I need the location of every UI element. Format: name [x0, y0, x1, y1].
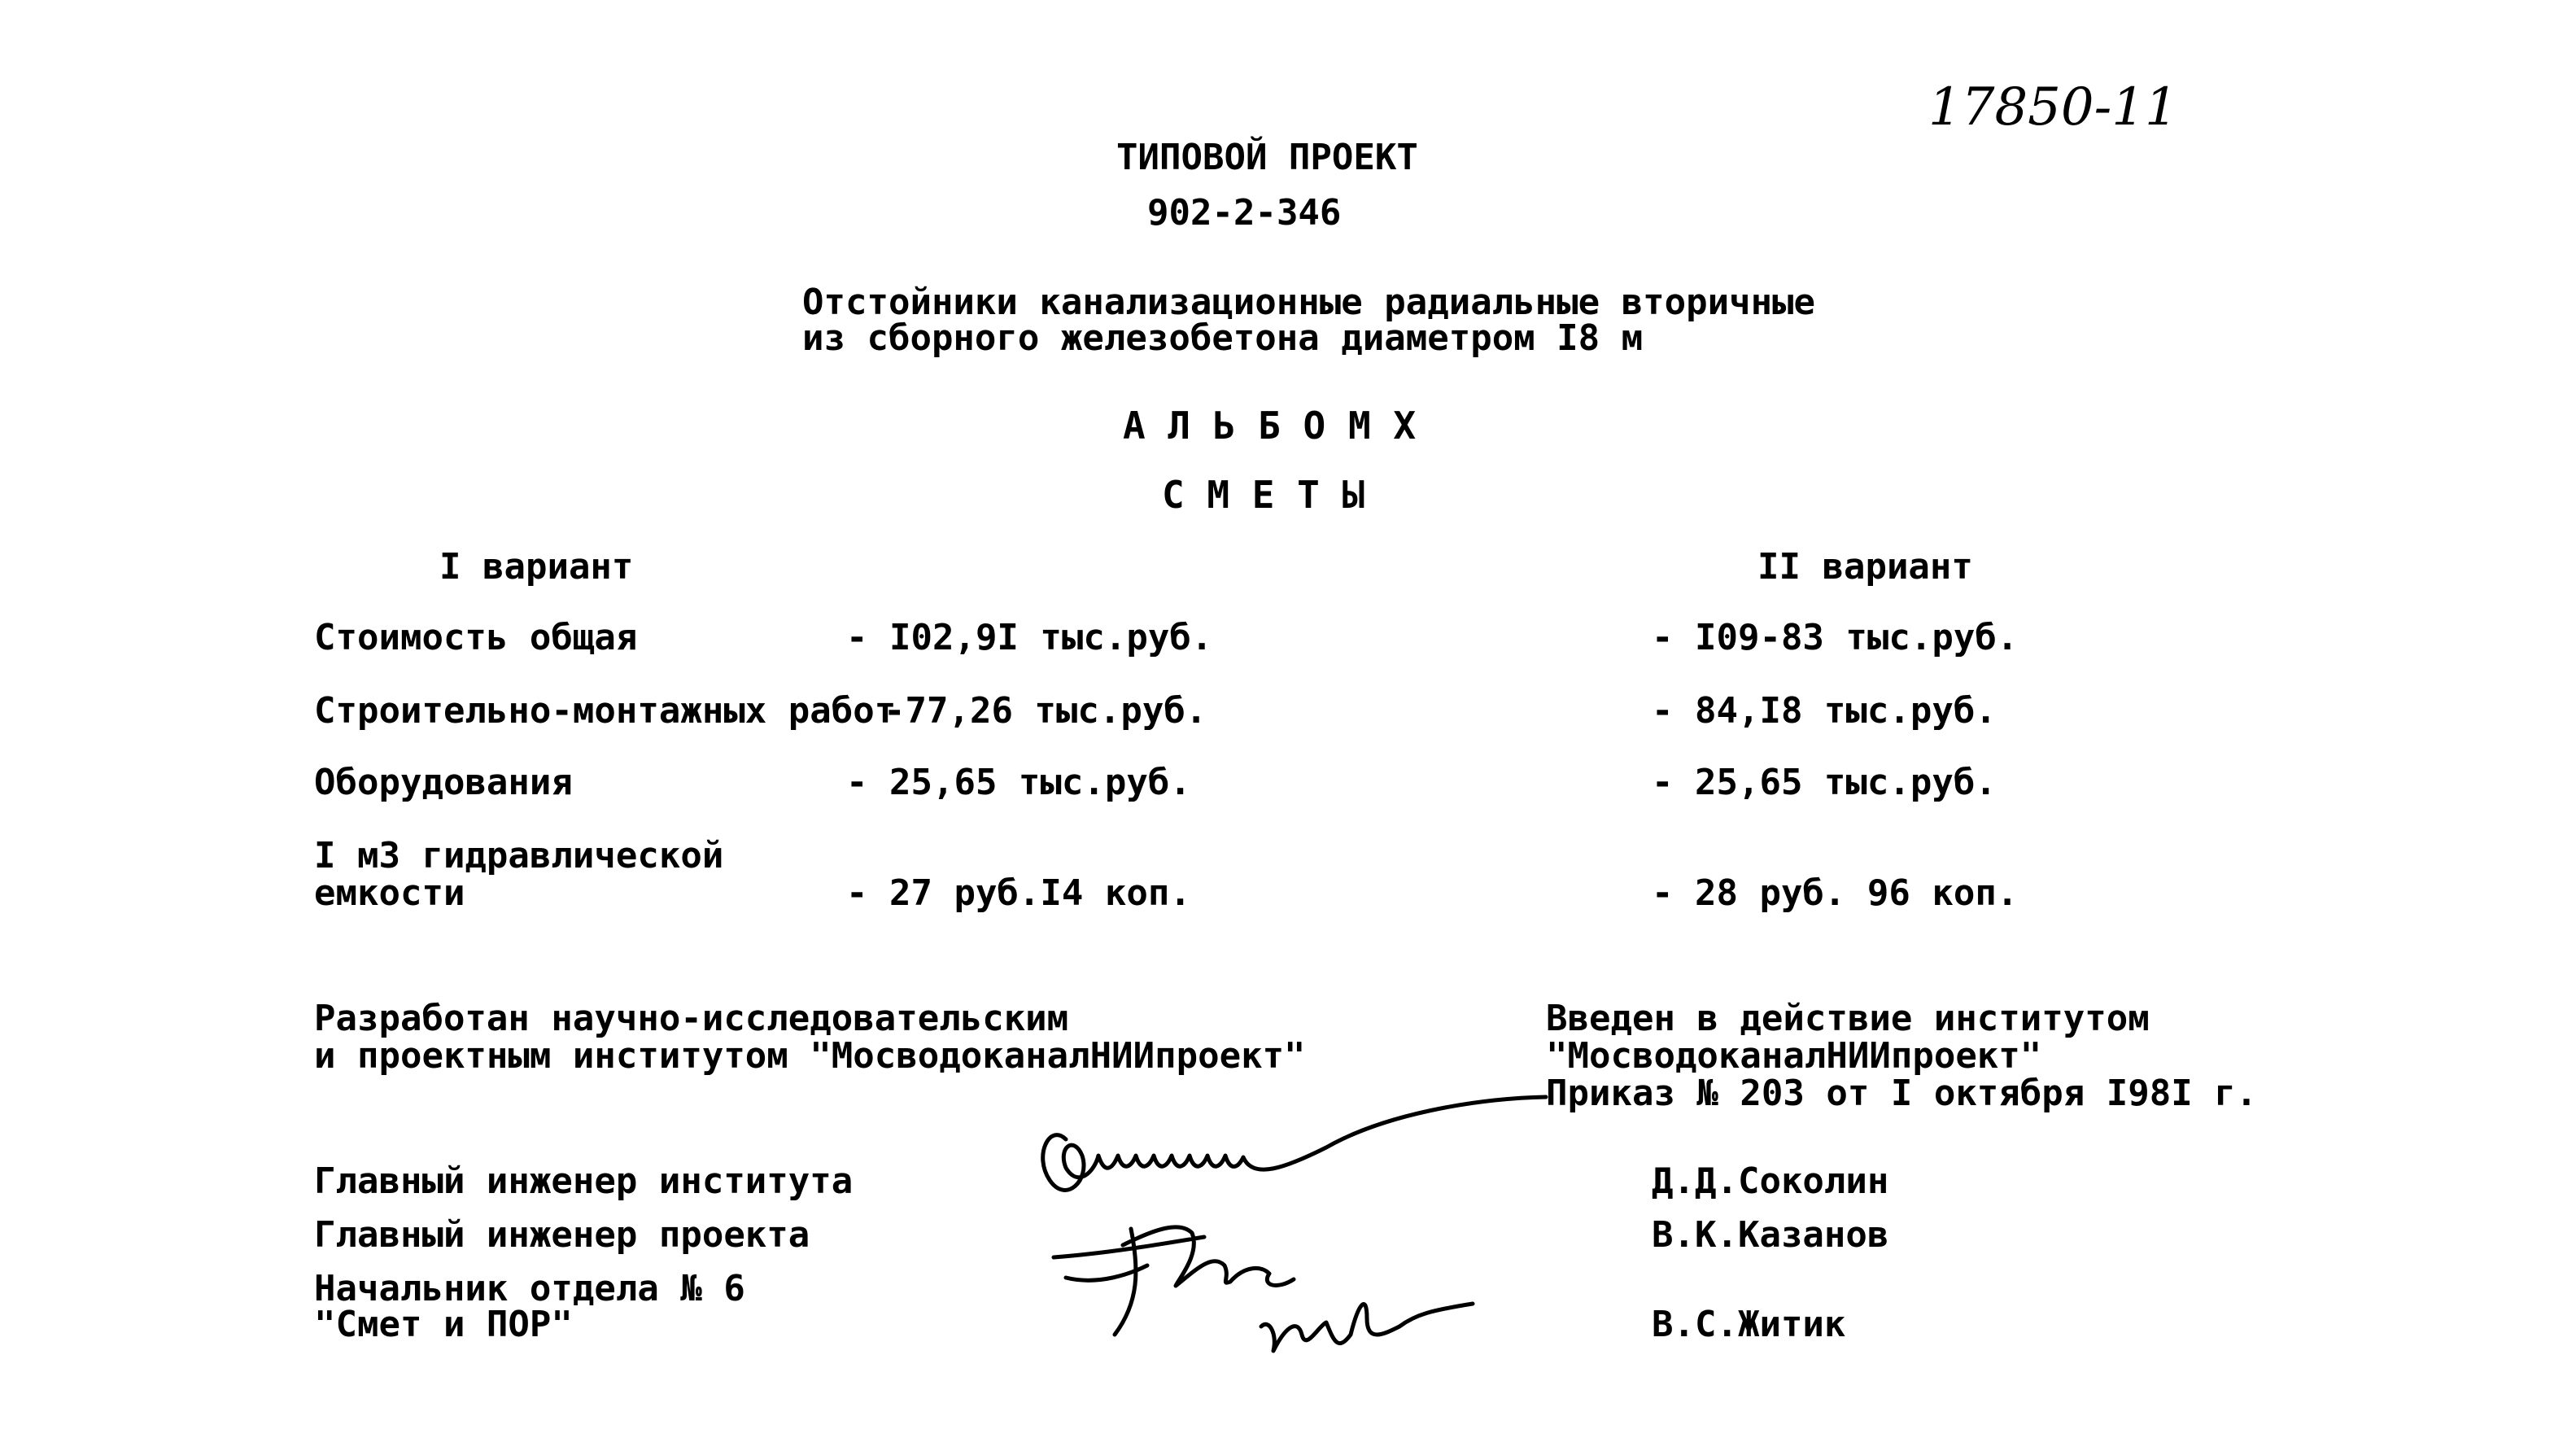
cost-label-total: Стоимость общая: [314, 617, 638, 658]
developed-by-line-1: Разработан научно-исследовательским: [314, 998, 1069, 1039]
cost-label-capacity-line2: емкости: [314, 872, 465, 914]
project-code: 902-2-346: [1147, 192, 1342, 234]
cost-v2-construction: - 84,I8 тыс.руб.: [1652, 690, 1997, 732]
role-chief-engineer-project: Главный инженер проекта: [314, 1214, 810, 1256]
introduced-by-line-2: "МосводоканалНИИпроект": [1546, 1035, 2042, 1077]
cost-v2-total: - I09-83 тыс.руб.: [1652, 617, 2019, 658]
signature-kazanov: [1054, 1227, 1294, 1335]
signature-zhitik: [1261, 1304, 1473, 1351]
cost-v1-total: - I02,9I тыс.руб.: [846, 617, 1213, 658]
order-reference: Приказ № 203 от I октября I98I г.: [1546, 1073, 2258, 1114]
role-chief-engineer-institute: Главный инженер института: [314, 1160, 854, 1202]
cost-v1-construction: -77,26 тыс.руб.: [884, 690, 1207, 732]
variant-2-heading: II вариант: [1757, 546, 1973, 588]
signatures-graphic: [1017, 1090, 1684, 1383]
estimates-heading: С М Е Т Ы: [1162, 473, 1365, 517]
name-department-head: В.С.Житик: [1652, 1304, 1846, 1345]
cost-v2-equipment: - 25,65 тыс.руб.: [1652, 762, 1997, 803]
cost-label-equipment: Оборудования: [314, 762, 573, 803]
cost-label-construction: Строительно-монтажных работ: [314, 690, 897, 732]
developed-by-line-2: и проектным институтом "МосводоканалНИИпроект": [314, 1035, 1306, 1077]
role-department-head-line-2: "Смет и ПОР": [314, 1304, 573, 1345]
introduced-by-line-1: Введен в действие институтом: [1546, 998, 2150, 1039]
cost-v1-capacity: - 27 руб.I4 коп.: [846, 872, 1191, 914]
album-heading: А Л Ь Б О М X: [1123, 404, 1417, 448]
title-line-1: Отстойники канализационные радиальные вторичные: [802, 282, 1816, 323]
handwritten-doc-number: 17850-11: [1928, 77, 2178, 138]
role-department-head-line-1: Начальник отдела № 6: [314, 1268, 745, 1309]
cost-label-capacity-line1: I м3 гидравлической: [314, 835, 724, 876]
name-chief-engineer-institute: Д.Д.Соколин: [1652, 1160, 1889, 1202]
project-type: ТИПОВОЙ ПРОЕКТ: [1116, 137, 1418, 178]
variant-1-heading: I вариант: [439, 546, 634, 588]
title-line-2: из сборного железобетона диаметром I8 м: [802, 317, 1644, 359]
cost-v1-equipment: - 25,65 тыс.руб.: [846, 762, 1191, 803]
signature-sokolin: [1043, 1097, 1546, 1190]
name-chief-engineer-project: В.К.Казанов: [1652, 1214, 1889, 1256]
cost-v2-capacity: - 28 руб. 96 коп.: [1652, 872, 2019, 914]
